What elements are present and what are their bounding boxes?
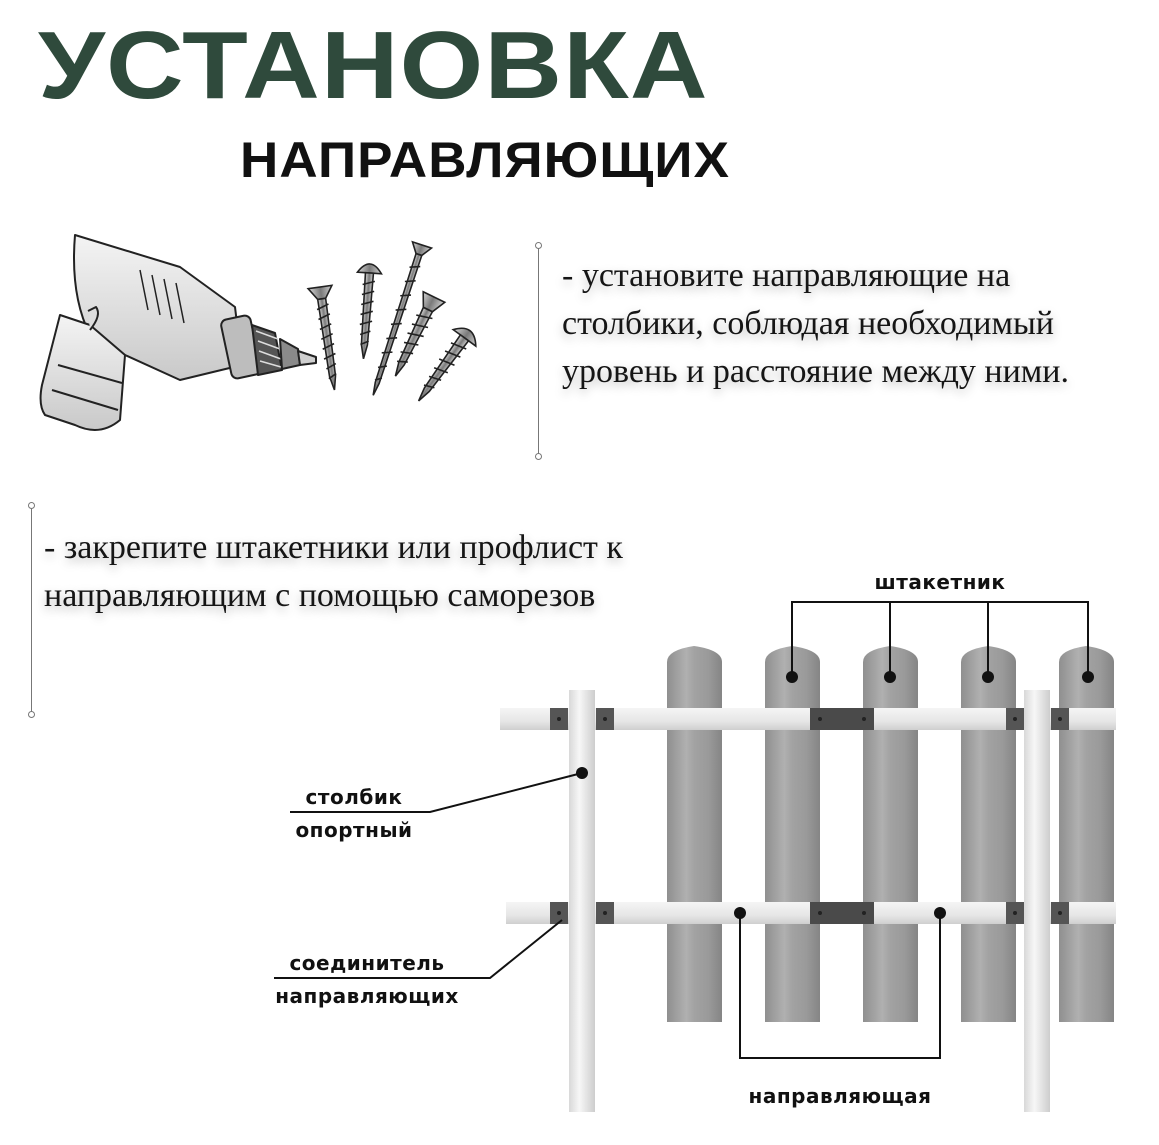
label-post-line2: опортный	[295, 818, 413, 842]
page-title: УСТАНОВКА	[38, 12, 709, 119]
page-subtitle: НАПРАВЛЯЮЩИХ	[240, 132, 730, 188]
step2-text: - закрепите штакетники или профлист к направляющим с помощью саморезов	[44, 529, 623, 614]
label-post-line1: столбик	[305, 785, 403, 809]
post	[1024, 690, 1050, 1112]
step1-text: - установите направляющие на столбики, соблюдая необходимый уровень и расстояние между ними.	[562, 257, 1069, 390]
fence-diagram	[250, 560, 1150, 1140]
picket	[765, 646, 820, 1022]
screw-icon	[308, 242, 481, 409]
label-connector-line1: соединитель	[289, 951, 445, 975]
step2-divider	[31, 508, 32, 712]
picket	[961, 646, 1016, 1022]
label-rail: направляющая	[748, 1084, 932, 1108]
picket	[863, 646, 918, 1022]
picket	[1059, 646, 1114, 1022]
post	[569, 690, 595, 1112]
picket	[667, 646, 722, 1022]
tools-illustration	[30, 215, 500, 445]
step1-divider	[538, 248, 539, 454]
label-connector-line2: направляющих	[275, 984, 459, 1008]
label-picket: штакетник	[874, 570, 1006, 594]
drill-icon	[41, 235, 316, 430]
